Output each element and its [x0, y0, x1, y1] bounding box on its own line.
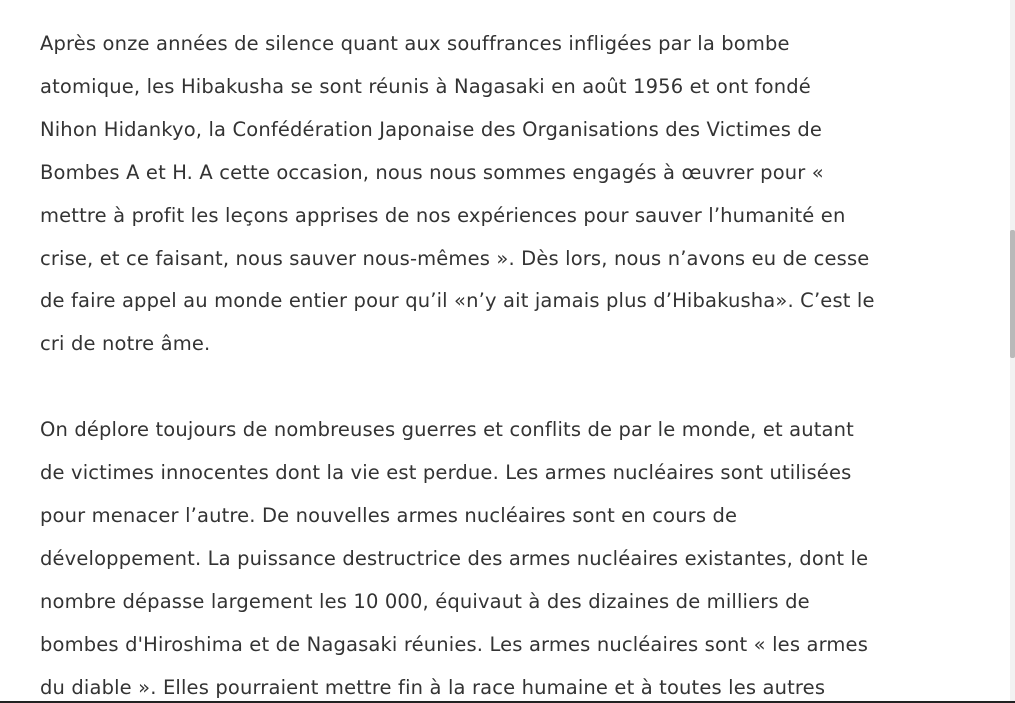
vertical-scrollbar[interactable]: [1010, 0, 1015, 703]
text-line: Bombes A et H. A cette occasion, nous nous sommes engagés à œuvrer pour «: [40, 160, 824, 184]
text-line: Nihon Hidankyo, la Confédération Japonaise des Organisations des Victimes de: [40, 117, 823, 141]
text-line: pour menacer l’autre. De nouvelles armes nucléaires sont en cours de: [40, 503, 738, 527]
text-line: crise, et ce faisant, nous sauver nous-mêmes ». Dès lors, nous n’avons eu de cesse: [40, 246, 870, 270]
text-line: cri de notre âme.: [40, 332, 211, 356]
text-line: On déplore toujours de nombreuses guerres et conflits de par le monde, et autant: [40, 418, 854, 442]
text-line: de faire appel au monde entier pour qu’il «n’y ait jamais plus d’Hibakusha». C’est le: [40, 289, 875, 313]
article-paragraph-1: [40, 23, 970, 366]
text-line: Après onze années de silence quant aux souffrances infligées par la bombe: [40, 32, 790, 55]
article-paragraph-2: [40, 409, 970, 703]
text-line: du diable ». Elles pourraient mettre fin à la race humaine et à toutes les autres: [40, 675, 826, 699]
text-line: bombes d'Hiroshima et de Nagasaki réunies. Les armes nucléaires sont « les armes: [40, 632, 869, 656]
text-line: nombre dépasse largement les 10 000, équivaut à des dizaines de milliers de: [40, 589, 810, 613]
article-body: [40, 23, 970, 703]
text-line: de victimes innocentes dont la vie est perdue. Les armes nucléaires sont utilisées: [40, 461, 852, 485]
scrollbar-thumb[interactable]: [1010, 230, 1015, 358]
text-line: développement. La puissance destructrice des armes nucléaires existantes, dont le: [40, 546, 869, 570]
text-line: mettre à profit les leçons apprises de nos expériences pour sauver l’humanité en: [40, 203, 846, 227]
text-line: atomique, les Hibakusha se sont réunis à Nagasaki en août 1956 et ont fondé: [40, 74, 811, 98]
